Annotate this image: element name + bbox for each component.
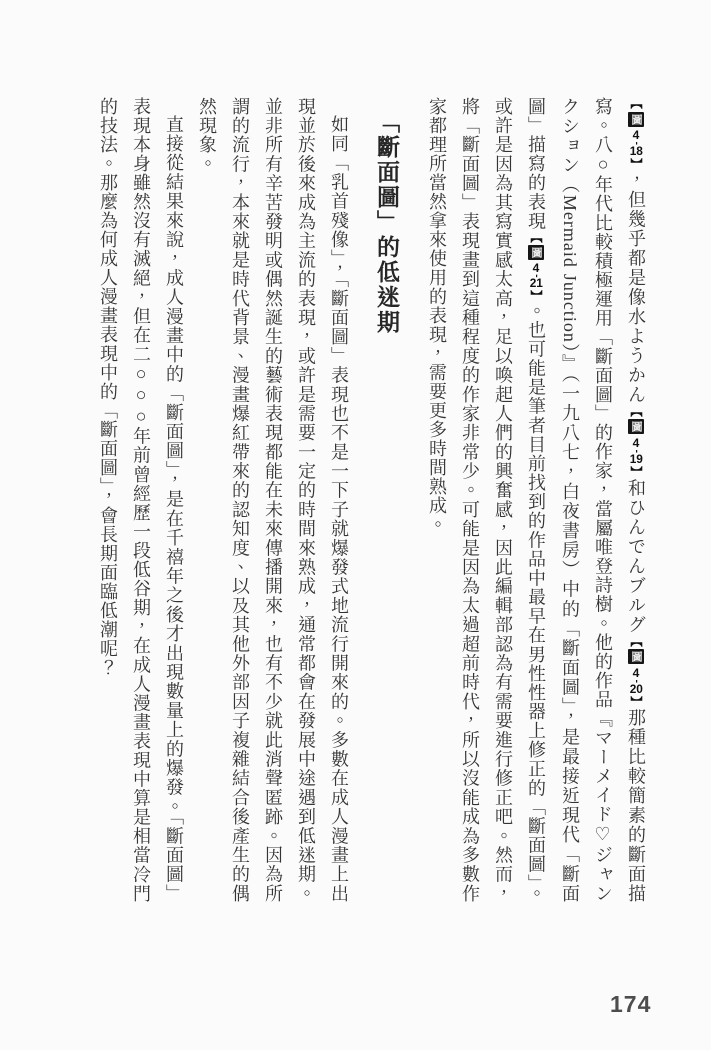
vertical-text-area <box>91 97 653 903</box>
figure-box-icon: 圖 <box>528 245 544 260</box>
figure-box-icon: 圖 <box>628 419 644 434</box>
paragraph: 如同「乳首殘像」，「斷面圖」表現也不是一下子就爆發式地流行開來的。多數在成人漫畫上出現並於後來成為主流的表現，或許是需要一定的時間來熟成，通常都會在發展中途遇到低迷期。並非所有辛苦發明或偶然誕生的藝術表現都能在未來傳播開來，也有不少就此消聲匿跡。因為所謂的流行，本來就是時代背景、漫畫爆紅帶來的認知度、以及其他外部因子複雜結合後產生的偶然現象。 <box>197 97 349 903</box>
figure-reference: 【圖4-20】 <box>629 634 643 709</box>
figure-reference: 【圖4-18】 <box>629 97 643 171</box>
figure-reference: 【圖4-21】 <box>529 230 543 302</box>
figure-reference: 【圖4-19】 <box>629 404 643 479</box>
figure-box-icon: 圖 <box>628 649 644 664</box>
section-heading: 「斷面圖」的低迷期 <box>374 110 399 335</box>
figure-box-icon: 圖 <box>628 112 644 127</box>
page-number: 174 <box>610 991 652 1017</box>
paragraph: 【圖4-18】，但幾乎都是像水ようかん【圖4-19】和ひんでんブルグ【圖4-20】那種比較簡素的斷面描寫。八○年代比較積極運用「斷面圖」的作家，當屬唯登詩樹。他的作品『マーメイド♡ジャンクション（Mermaid Junction）』（一九八七，白夜書房）中的「斷面圖」，是最接近現代「斷面圖」描寫的表現【圖4-21】。也可能是筆者目前找到的作品中最早在男性性器上修正的「斷面圖」。或許是因為其寫實感太高，足以喚起人們的興奮感，因此編輯部認為有需要進行修正吧。然而，將「斷面圖」表現畫到這種程度的作家非常少。可能是因為太過超前時代，所以沒能成為多數作家都理所當然拿來使用的表現，需要更多時間熟成。 <box>427 97 646 904</box>
paragraph: 直接從結果來說，成人漫畫中的「斷面圖」，是在千禧年之後才出現數量上的爆發。「斷面圖」表現本身雖然沒有滅絕，但在二○○○年前曾經歷一段低谷期，在成人漫畫表現中算是相當冷門的技法。那麼為何成人漫畫表現中的「斷面圖」，會長期面臨低潮呢？ <box>98 97 184 903</box>
